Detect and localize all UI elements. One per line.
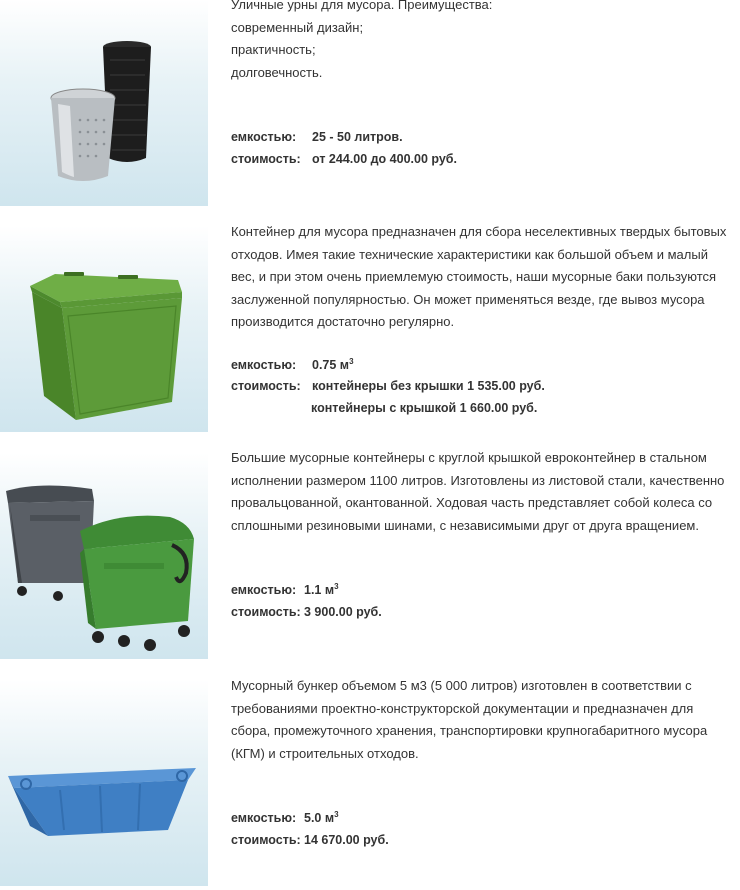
price-row [231,829,389,851]
description-line: Уличные урны для мусора. Преимущества: [231,0,493,12]
capacity-label: емкостью: [231,358,297,372]
product-description [231,675,740,765]
price-value: 14 670.00 руб. [304,833,389,847]
description-line: практичность; [231,42,316,57]
price-value: от 244.00 до 400.00 руб. [312,152,457,166]
capacity-label: емкостью: [231,811,297,825]
capacity-value: 25 - 50 литров. [312,130,403,144]
price-row-2 [311,397,537,419]
capacity-unit-sup: 3 [349,356,354,366]
price-label: стоимость: [231,605,301,619]
price-value-2: контейнеры с крышкой 1 660.00 руб. [311,401,538,415]
description-line: сбора, промежуточного хранения, транспортировки крупногабаритного мусора [231,723,708,738]
description-line: исполнении размером 1100 литров. Изготовлены из листовой стали, качественно [231,472,725,488]
capacity-row [231,126,403,148]
description-line: требованиями проектно-конструкторской документации и предназначен для [231,700,694,716]
description-line: заслуженной популярностью. Он может применяться везде, где вывоз мусора [231,291,705,307]
description-line: (КГМ) и строительных отходов. [231,745,419,761]
euro-containers-photo [0,453,208,659]
description-line: долговечность. [231,64,323,80]
price-value: 3 900.00 руб. [304,605,382,619]
description-line: Контейнер для мусора предназначен для сбора неселективных твердых бытовых [231,224,727,239]
capacity-label: емкостью: [231,130,297,144]
price-label: стоимость: [231,152,301,166]
capacity-unit-sup: 3 [334,809,339,819]
capacity-value: 5.0 м [304,811,335,825]
capacity-value: 0.75 м [312,358,350,372]
description-line: Большие мусорные контейнеры с круглой крышкой евроконтейнер в стальном [231,450,707,465]
capacity-row [231,579,339,601]
price-label: стоимость: [231,833,301,847]
green-container-photo [0,226,208,432]
capacity-label: емкостью: [231,583,297,597]
price-row [231,375,545,397]
price-row [231,601,382,623]
litter-bins-photo [0,0,208,206]
product-description [231,447,740,537]
price-label: стоимость: [231,379,301,393]
capacity-unit-sup: 3 [334,581,339,591]
skip-bunker-photo [0,680,208,886]
product-description [231,221,740,334]
description-line: отходов. Имея такие технические характеристики как большой объем и малый [231,246,708,262]
description-line: сплошными резиновыми шинами, с независимыми друг от друга вращением. [231,517,699,533]
price-value: контейнеры без крышки 1 535.00 руб. [312,379,545,393]
description-line: провальцованной, окантованной. Ходовая часть представляет собой колеса со [231,495,713,510]
description-line: Мусорный бункер объемом 5 м3 (5 000 литров) изготовлен в соответствии с [231,678,692,693]
price-row [231,148,457,170]
capacity-row [231,354,354,376]
product-description [231,0,740,84]
description-line: производится достаточно регулярно. [231,314,455,329]
capacity-row [231,807,339,829]
capacity-value: 1.1 м [304,583,335,597]
description-line: вес, и при этом очень приемлемую стоимость, наши мусорные баки пользуются [231,269,717,284]
description-line: современный дизайн; [231,19,364,35]
